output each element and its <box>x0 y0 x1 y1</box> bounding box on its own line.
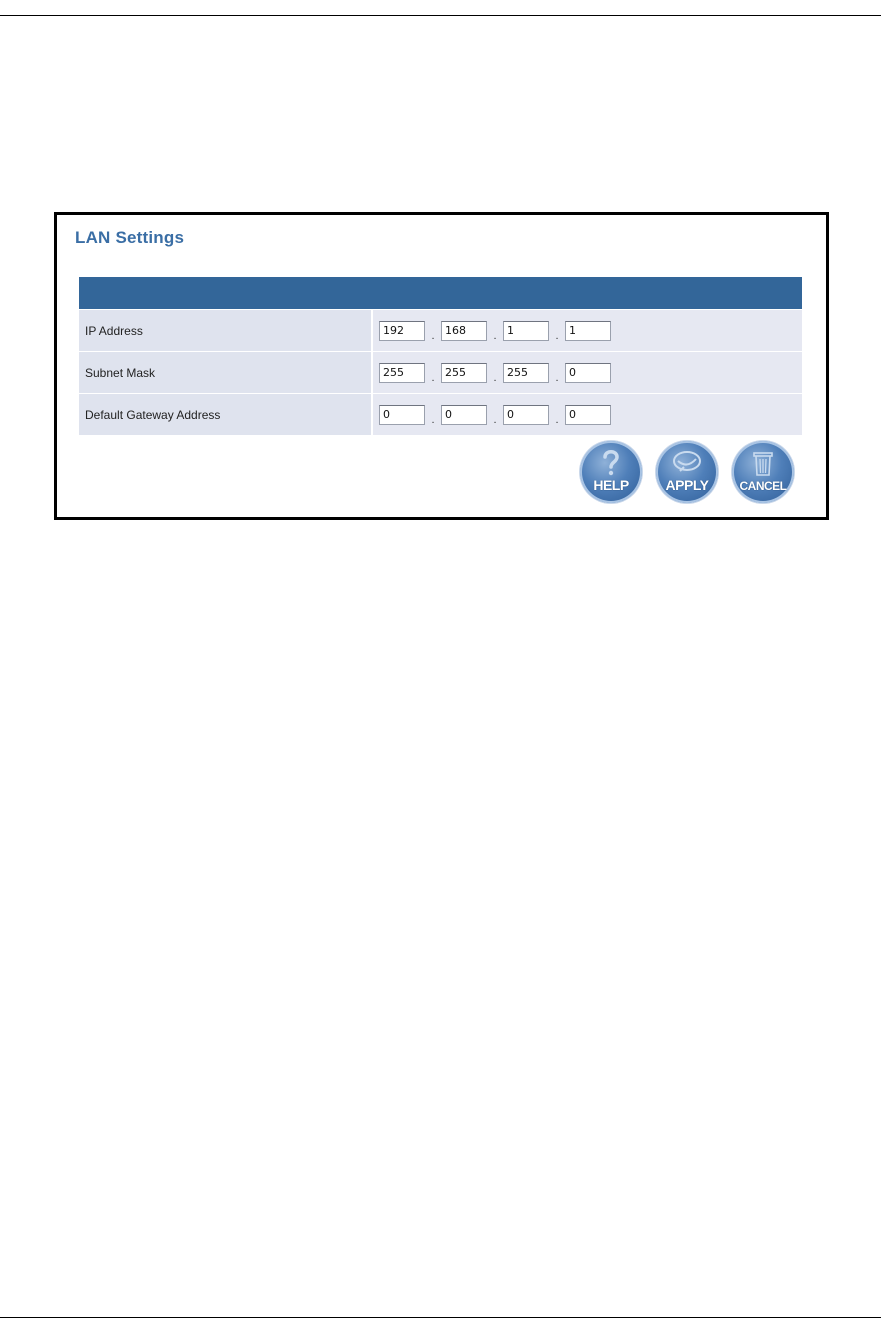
ip-address-row <box>79 310 802 352</box>
apply-button[interactable] <box>656 441 718 503</box>
default-gateway-octet-3[interactable] <box>503 405 549 425</box>
octet-separator: . <box>431 413 435 426</box>
default-gateway-octet-4[interactable] <box>565 405 611 425</box>
apply-icon <box>670 447 704 477</box>
cancel-button-label: CANCEL <box>739 479 787 493</box>
default-gateway-fields <box>373 394 802 435</box>
ip-address-octet-3[interactable] <box>503 321 549 341</box>
trash-can-icon <box>746 447 780 477</box>
page-top-rule <box>0 15 881 16</box>
default-gateway-octet-1[interactable] <box>379 405 425 425</box>
subnet-mask-row <box>79 352 802 394</box>
lan-settings-table <box>79 310 802 436</box>
subnet-mask-fields <box>373 352 802 393</box>
subnet-mask-octet-4[interactable] <box>565 363 611 383</box>
subnet-mask-octet-2[interactable] <box>441 363 487 383</box>
question-mark-icon <box>594 447 628 477</box>
help-button-label: HELP <box>593 477 629 493</box>
help-button[interactable] <box>580 441 642 503</box>
ip-address-octet-1[interactable] <box>379 321 425 341</box>
ip-address-fields <box>373 310 802 351</box>
octet-separator: . <box>493 371 497 384</box>
octet-separator: . <box>555 371 559 384</box>
action-buttons <box>580 441 794 503</box>
subnet-mask-octet-3[interactable] <box>503 363 549 383</box>
ip-address-label: IP Address <box>79 310 373 351</box>
octet-separator: . <box>431 329 435 342</box>
octet-separator: . <box>431 371 435 384</box>
lan-settings-figure <box>54 212 829 520</box>
cancel-button[interactable] <box>732 441 794 503</box>
ip-address-octet-2[interactable] <box>441 321 487 341</box>
octet-separator: . <box>493 413 497 426</box>
apply-button-label: APPLY <box>665 477 709 493</box>
subnet-mask-octet-1[interactable] <box>379 363 425 383</box>
table-header-bar <box>79 277 802 309</box>
page-title: LAN Settings <box>75 228 185 247</box>
octet-separator: . <box>555 413 559 426</box>
default-gateway-row <box>79 394 802 436</box>
octet-separator: . <box>493 329 497 342</box>
octet-separator: . <box>555 329 559 342</box>
page-bottom-rule <box>0 1317 881 1318</box>
default-gateway-octet-2[interactable] <box>441 405 487 425</box>
subnet-mask-label: Subnet Mask <box>79 352 373 393</box>
default-gateway-label: Default Gateway Address <box>79 394 373 435</box>
ip-address-octet-4[interactable] <box>565 321 611 341</box>
